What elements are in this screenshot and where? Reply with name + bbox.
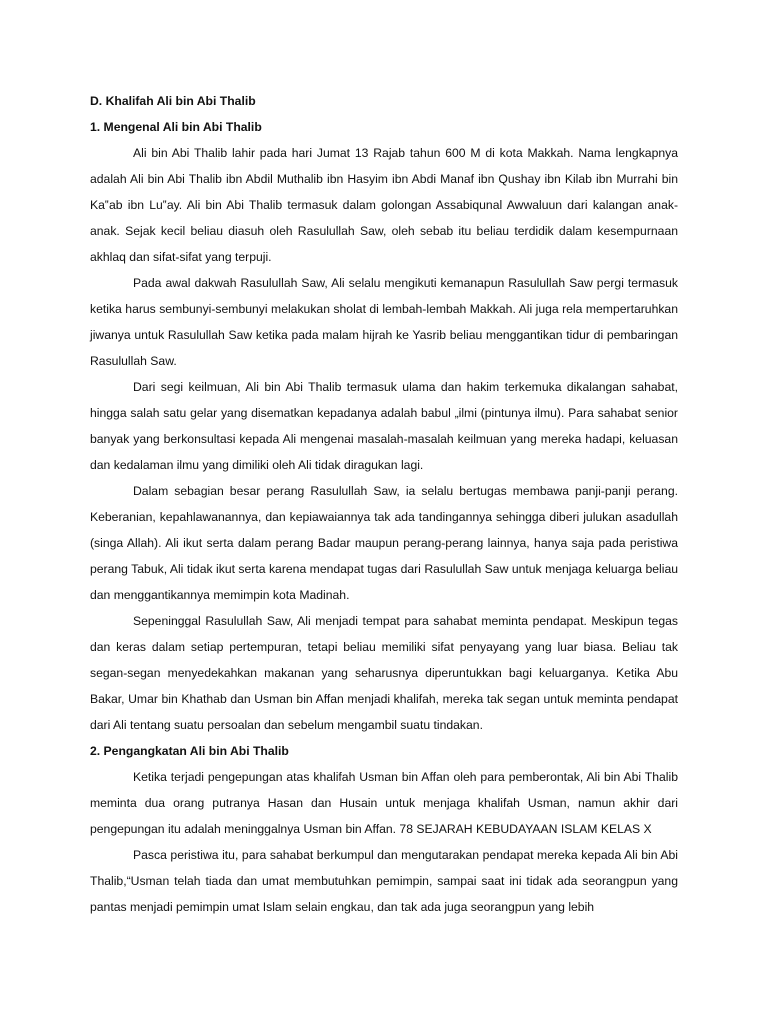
section-2-paragraph-1: Ketika terjadi pengepungan atas khalifah Usman bin Affan oleh para pemberontak, Ali bin Abi Thalib meminta dua orang putranya Hasan dan Husain untuk menjaga khalifah Usman, namun akhir dari pengepungan itu adalah meninggalnya Usman bin Affan. 78 SEJARAH KEBUDAYAAN ISLAM KELAS X — [90, 770, 678, 836]
section-1-paragraph-1: Ali bin Abi Thalib lahir pada hari Jumat 13 Rajab tahun 600 M di kota Makkah. Nama lengkapnya adalah Ali bin Abi Thalib ibn Abdil Muthalib ibn Hasyim ibn Abdi Manaf ibn Qushay ibn Kilab ibn Murrahi bin Ka‟ab ibn Lu‟ay. Ali bin Abi Thalib termasuk dalam golongan Assabiqunal Awwaluun dari kalangan anak-anak. Sejak kecil beliau diasuh oleh Rasulullah Saw, oleh sebab itu beliau terdidik dalam kesempurnaan akhlaq dan sifat-sifat yang terpuji. — [90, 146, 678, 264]
section-1-heading: 1. Mengenal Ali bin Abi Thalib — [90, 120, 262, 134]
document-page — [90, 88, 678, 920]
section-1-paragraph-2: Pada awal dakwah Rasulullah Saw, Ali selalu mengikuti kemanapun Rasulullah Saw pergi termasuk ketika harus sembunyi-sembunyi melakukan sholat di lembah-lembah Makkah. Ali juga rela mempertaruhkan jiwanya untuk Rasulullah Saw ketika pada malam hijrah ke Yasrib beliau menggantikan tidur di pembaringan Rasulullah Saw. — [90, 276, 678, 368]
chapter-heading: D. Khalifah Ali bin Abi Thalib — [90, 94, 256, 108]
section-1-paragraph-5: Sepeninggal Rasulullah Saw, Ali menjadi tempat para sahabat meminta pendapat. Meskipun tegas dan keras dalam setiap pertempuran, tetapi beliau memiliki sifat penyayang yang luar biasa. Beliau tak segan-segan menyedekahkan makanan yang seharusnya diperuntukkan bagi keluarganya. Ketika Abu Bakar, Umar bin Khathab dan Usman bin Affan menjadi khalifah, mereka tak segan untuk meminta pendapat dari Ali tentang suatu persoalan dan sebelum mengambil suatu tindakan. — [90, 614, 678, 732]
section-1-paragraph-3: Dari segi keilmuan, Ali bin Abi Thalib termasuk ulama dan hakim terkemuka dikalangan sahabat, hingga salah satu gelar yang disematkan kepadanya adalah babul „ilmi (pintunya ilmu). Para sahabat senior banyak yang berkonsultasi kepada Ali mengenai masalah-masalah keilmuan yang mereka hadapi, keluasan dan kedalaman ilmu yang dimiliki oleh Ali tidak diragukan lagi. — [90, 380, 678, 472]
section-1-paragraph-4: Dalam sebagian besar perang Rasulullah Saw, ia selalu bertugas membawa panji-panji perang. Keberanian, kepahlawanannya, dan kepiawaiannya tak ada tandingannya sehingga diberi julukan asadullah (singa Allah). Ali ikut serta dalam perang Badar maupun perang-perang lainnya, hanya saja pada peristiwa perang Tabuk, Ali tidak ikut serta karena mendapat tugas dari Rasulullah Saw untuk menjaga keluarga beliau dan menggantikannya memimpin kota Madinah. — [90, 484, 678, 602]
section-2-paragraph-2: Pasca peristiwa itu, para sahabat berkumpul dan mengutarakan pendapat mereka kepada Ali bin Abi Thalib,“Usman telah tiada dan umat membutuhkan pemimpin, sampai saat ini tidak ada seorangpun yang pantas menjadi pemimpin umat Islam selain engkau, dan tak ada juga seorangpun yang lebih — [90, 848, 678, 914]
section-2-heading: 2. Pengangkatan Ali bin Abi Thalib — [90, 744, 289, 758]
